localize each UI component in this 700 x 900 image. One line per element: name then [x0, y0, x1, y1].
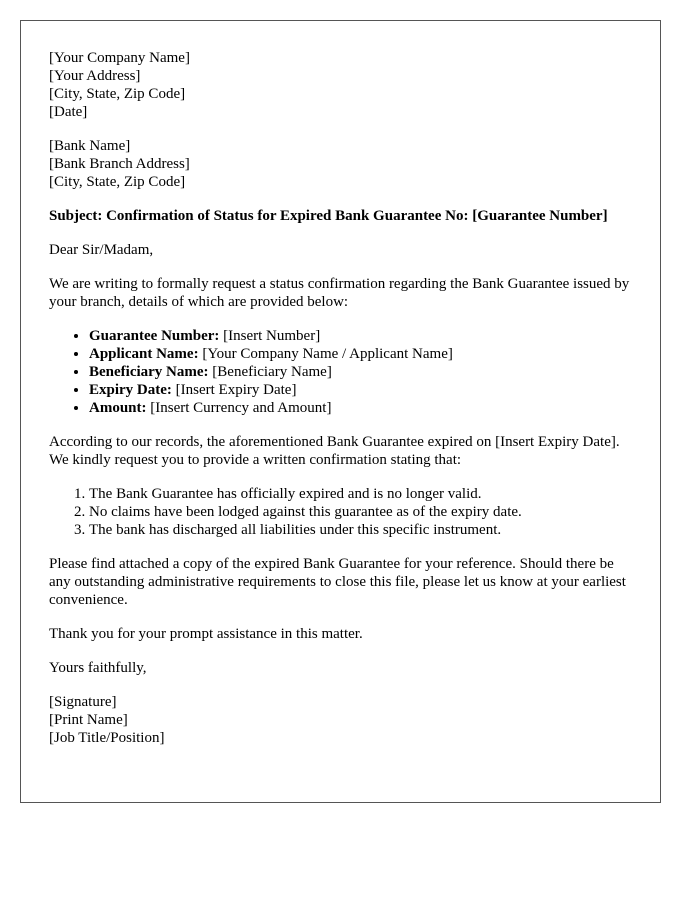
sender-address [49, 49, 632, 121]
sender-address-line: [Your Address] [49, 68, 141, 84]
detail-value: [Insert Expiry Date] [171, 382, 297, 398]
letter-date: [Date] [49, 104, 88, 120]
sender-city: [City, State, Zip Code] [49, 86, 186, 102]
intro-paragraph: We are writing to formally request a status confirmation regarding the Bank Guarantee issued by your branch, details of which are provided below: [49, 276, 630, 310]
list-item [89, 345, 632, 363]
closing: Yours faithfully, [49, 660, 147, 676]
detail-label: Guarantee Number: [89, 328, 220, 344]
signature: [Signature] [49, 694, 117, 710]
list-item: 2. No claims have been lodged against this guarantee as of the expiry date. [89, 503, 632, 521]
list-item [89, 381, 632, 399]
bank-city: [City, State, Zip Code] [49, 174, 186, 190]
list-item [89, 327, 632, 345]
guarantee-details-list [49, 327, 632, 417]
detail-label: Expiry Date: [89, 382, 172, 398]
salutation: Dear Sir/Madam, [49, 242, 154, 258]
list-item [89, 363, 632, 381]
detail-value: [Insert Number] [219, 328, 321, 344]
subject-line: Subject: Confirmation of Status for Expired Bank Guarantee No: [Guarantee Number] [49, 208, 608, 224]
detail-label: Amount: [89, 400, 147, 416]
print-name: [Print Name] [49, 712, 128, 728]
detail-value: [Your Company Name / Applicant Name] [198, 346, 453, 362]
recipient-address [49, 137, 632, 191]
attachment-paragraph: Please find attached a copy of the expired Bank Guarantee for your reference. Should there be any outstanding administrative requirements to close this file, please let us know at your earliest convenience. [49, 556, 626, 608]
confirmation-list [49, 485, 632, 539]
list-item: 1. The Bank Guarantee has officially expired and is no longer valid. [89, 485, 632, 503]
detail-label: Beneficiary Name: [89, 364, 209, 380]
records-paragraph: According to our records, the aforementioned Bank Guarantee expired on [Insert Expiry Date]. We kindly request you to provide a written confirmation stating that: [49, 434, 620, 468]
signature-block [49, 693, 632, 747]
sender-company: [Your Company Name] [49, 50, 190, 66]
bank-branch-address: [Bank Branch Address] [49, 156, 190, 172]
detail-value: [Beneficiary Name] [208, 364, 332, 380]
detail-value: [Insert Currency and Amount] [146, 400, 332, 416]
list-item [89, 399, 632, 417]
detail-label: Applicant Name: [89, 346, 199, 362]
list-item: 3. The bank has discharged all liabilities under this specific instrument. [89, 521, 632, 539]
bank-name: [Bank Name] [49, 138, 131, 154]
job-title: [Job Title/Position] [49, 730, 165, 746]
letter [20, 20, 661, 803]
thanks-paragraph: Thank you for your prompt assistance in this matter. [49, 626, 363, 642]
